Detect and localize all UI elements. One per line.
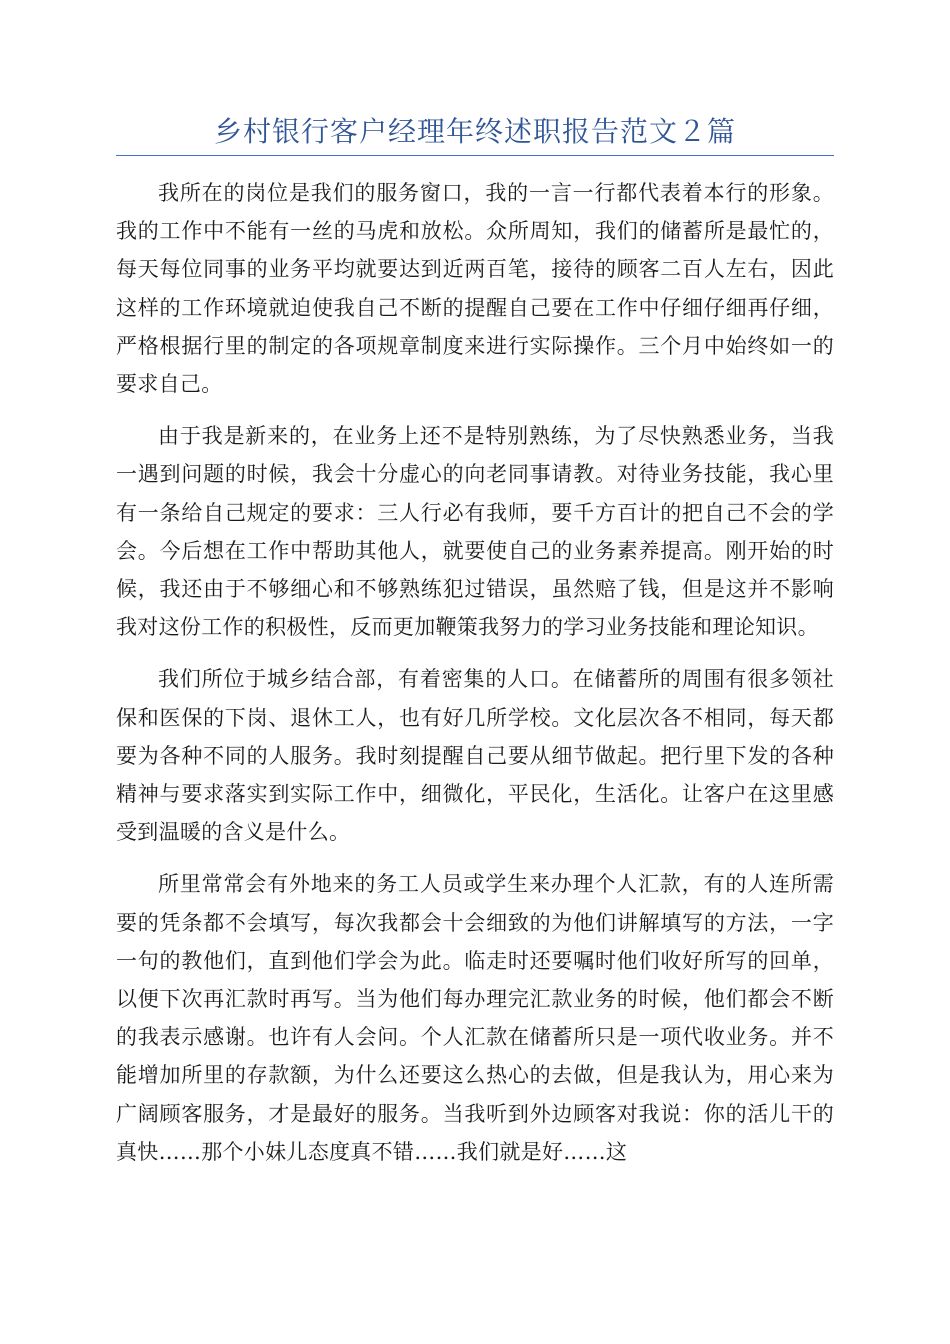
paragraph-3: 我们所位于城乡结合部，有着密集的人口。在储蓄所的周围有很多领社保和医保的下岗、退休工人，也有好几所学校。文化层次各不相同，每天都要为各种不同的人服务。我时刻提醒自己要从细节做起。把行里下发的各种精神与要求落实到实际工作中，细微化，平民化，生活化。让客户在这里感受到温暖的含义是什么。 [116, 667, 834, 845]
document-body [116, 174, 834, 1185]
title-underline [116, 155, 834, 156]
paragraph-2: 由于我是新来的，在业务上还不是特别熟练，为了尽快熟悉业务，当我一遇到问题的时候，我会十分虚心的向老同事请教。对待业务技能，我心里有一条给自己规定的要求：三人行必有我师，要千方百计的把自己不会的学会。今后想在工作中帮助其他人，就要使自己的业务素养提高。刚开始的时候，我还由于不够细心和不够熟练犯过错误，虽然赔了钱，但是这并不影响我对这份工作的积极性，反而更加鞭策我努力的学习业务技能和理论知识。 [116, 424, 834, 640]
paragraph-1: 我所在的岗位是我们的服务窗口，我的一言一行都代表着本行的形象。我的工作中不能有一丝的马虎和放松。众所周知，我们的储蓄所是最忙的，每天每位同事的业务平均就要达到近两百笔，接待的顾客二百人左右，因此这样的工作环境就迫使我自己不断的提醒自己要在工作中仔细仔细再仔细，严格根据行里的制定的各项规章制度来进行实际操作。三个月中始终如一的要求自己。 [116, 181, 834, 397]
paragraph-4: 所里常常会有外地来的务工人员或学生来办理个人汇款，有的人连所需要的凭条都不会填写，每次我都会十会细致的为他们讲解填写的方法，一字一句的教他们，直到他们学会为此。临走时还要嘱时他们收好所写的回单，以便下次再汇款时再写。当为他们每办理完汇款业务的时候，他们都会不断的我表示感谢。也许有人会问。个人汇款在储蓄所只是一项代收业务。并不能增加所里的存款额，为什么还要这么热心的去做，但是我认为，用心来为广阔顾客服务，才是最好的服务。当我听到外边顾客对我说：你的活儿干的真快……那个小妹儿态度真不错……我们就是好……这 [116, 872, 834, 1164]
page-title: 乡村银行客户经理年终述职报告范文２篇 [213, 115, 736, 148]
